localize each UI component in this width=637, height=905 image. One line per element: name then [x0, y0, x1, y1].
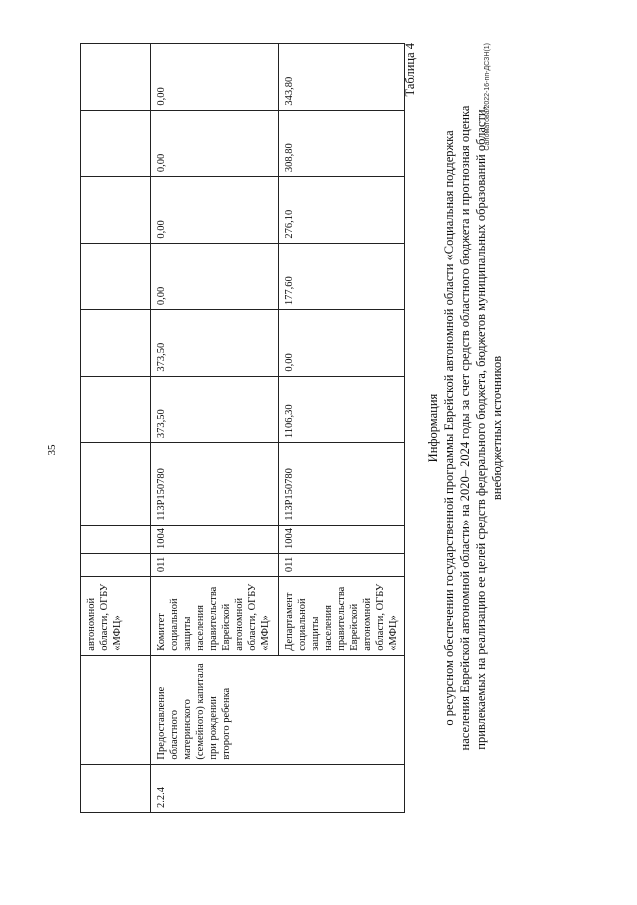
csr-cell: 113Р150780	[151, 443, 279, 526]
table-row	[151, 44, 279, 813]
table-cell	[81, 525, 151, 553]
info-title-block	[425, 43, 505, 813]
executor-cell: Департамент социальной защиты населения правительства Еврейской автономной области, ОГБУ «МФЦ»	[279, 577, 405, 656]
csr-cell: 113Р150780	[279, 443, 405, 526]
table-cell	[81, 310, 151, 377]
table-cell	[81, 554, 151, 577]
table-cell	[81, 764, 151, 812]
value-cell: 373,50	[151, 310, 279, 377]
measure-name: Предоставление областного материнского (семейного) капитала при рождении второго ребенка	[151, 655, 405, 764]
info-heading: Информация	[426, 393, 440, 463]
table-cell	[81, 177, 151, 244]
value-cell: 308,80	[279, 110, 405, 177]
document-stamp: Саломатова/2022-16-пп-ДСЗН(1)	[484, 43, 491, 151]
info-line: внебюджетных источников	[490, 355, 504, 501]
value-cell: 0,00	[151, 177, 279, 244]
value-cell: 276,10	[279, 177, 405, 244]
value-cell: 0,00	[151, 44, 279, 111]
rzpr-cell: 1004	[151, 525, 279, 553]
info-line: привлекаемых на реализацию ее целей средств федерального бюджета, бюджетов муниципальных образований области,	[474, 106, 488, 750]
value-cell: 343,80	[279, 44, 405, 111]
page-number: 35	[46, 444, 58, 456]
rotated-content	[80, 43, 504, 813]
value-cell: 177,60	[279, 243, 405, 310]
value-cell: 373,50	[151, 376, 279, 443]
table-row	[81, 44, 151, 813]
table-cell	[81, 655, 151, 764]
value-cell: 0,00	[151, 110, 279, 177]
value-cell: 1106,30	[279, 376, 405, 443]
table-cell	[81, 376, 151, 443]
value-cell: 0,00	[279, 310, 405, 377]
executor-cell: Комитет социальной защиты населения правительства Еврейской автономной области, ОГБУ «МФЦ»	[151, 577, 279, 656]
table-label: Таблица 4	[403, 43, 417, 97]
grbs-cell: 011	[279, 554, 405, 577]
grbs-cell: 011	[151, 554, 279, 577]
resource-table	[80, 43, 405, 813]
table-cell	[81, 110, 151, 177]
row-number: 2.2.4	[151, 764, 405, 812]
value-cell: 0,00	[151, 243, 279, 310]
info-line: населения Еврейской автономной области» на 2020– 2024 годы за счет средств областного бюджета и прогнозная оценка	[458, 105, 472, 751]
rzpr-cell: 1004	[279, 525, 405, 553]
executor-cell: автономной области, ОГБУ «МФЦ»	[81, 577, 151, 656]
table-cell	[81, 243, 151, 310]
info-line: о ресурсном обеспечении государственной программы Еврейской автономной области «Социальная поддержка	[442, 130, 456, 726]
table-cell	[81, 443, 151, 526]
table-cell	[81, 44, 151, 111]
